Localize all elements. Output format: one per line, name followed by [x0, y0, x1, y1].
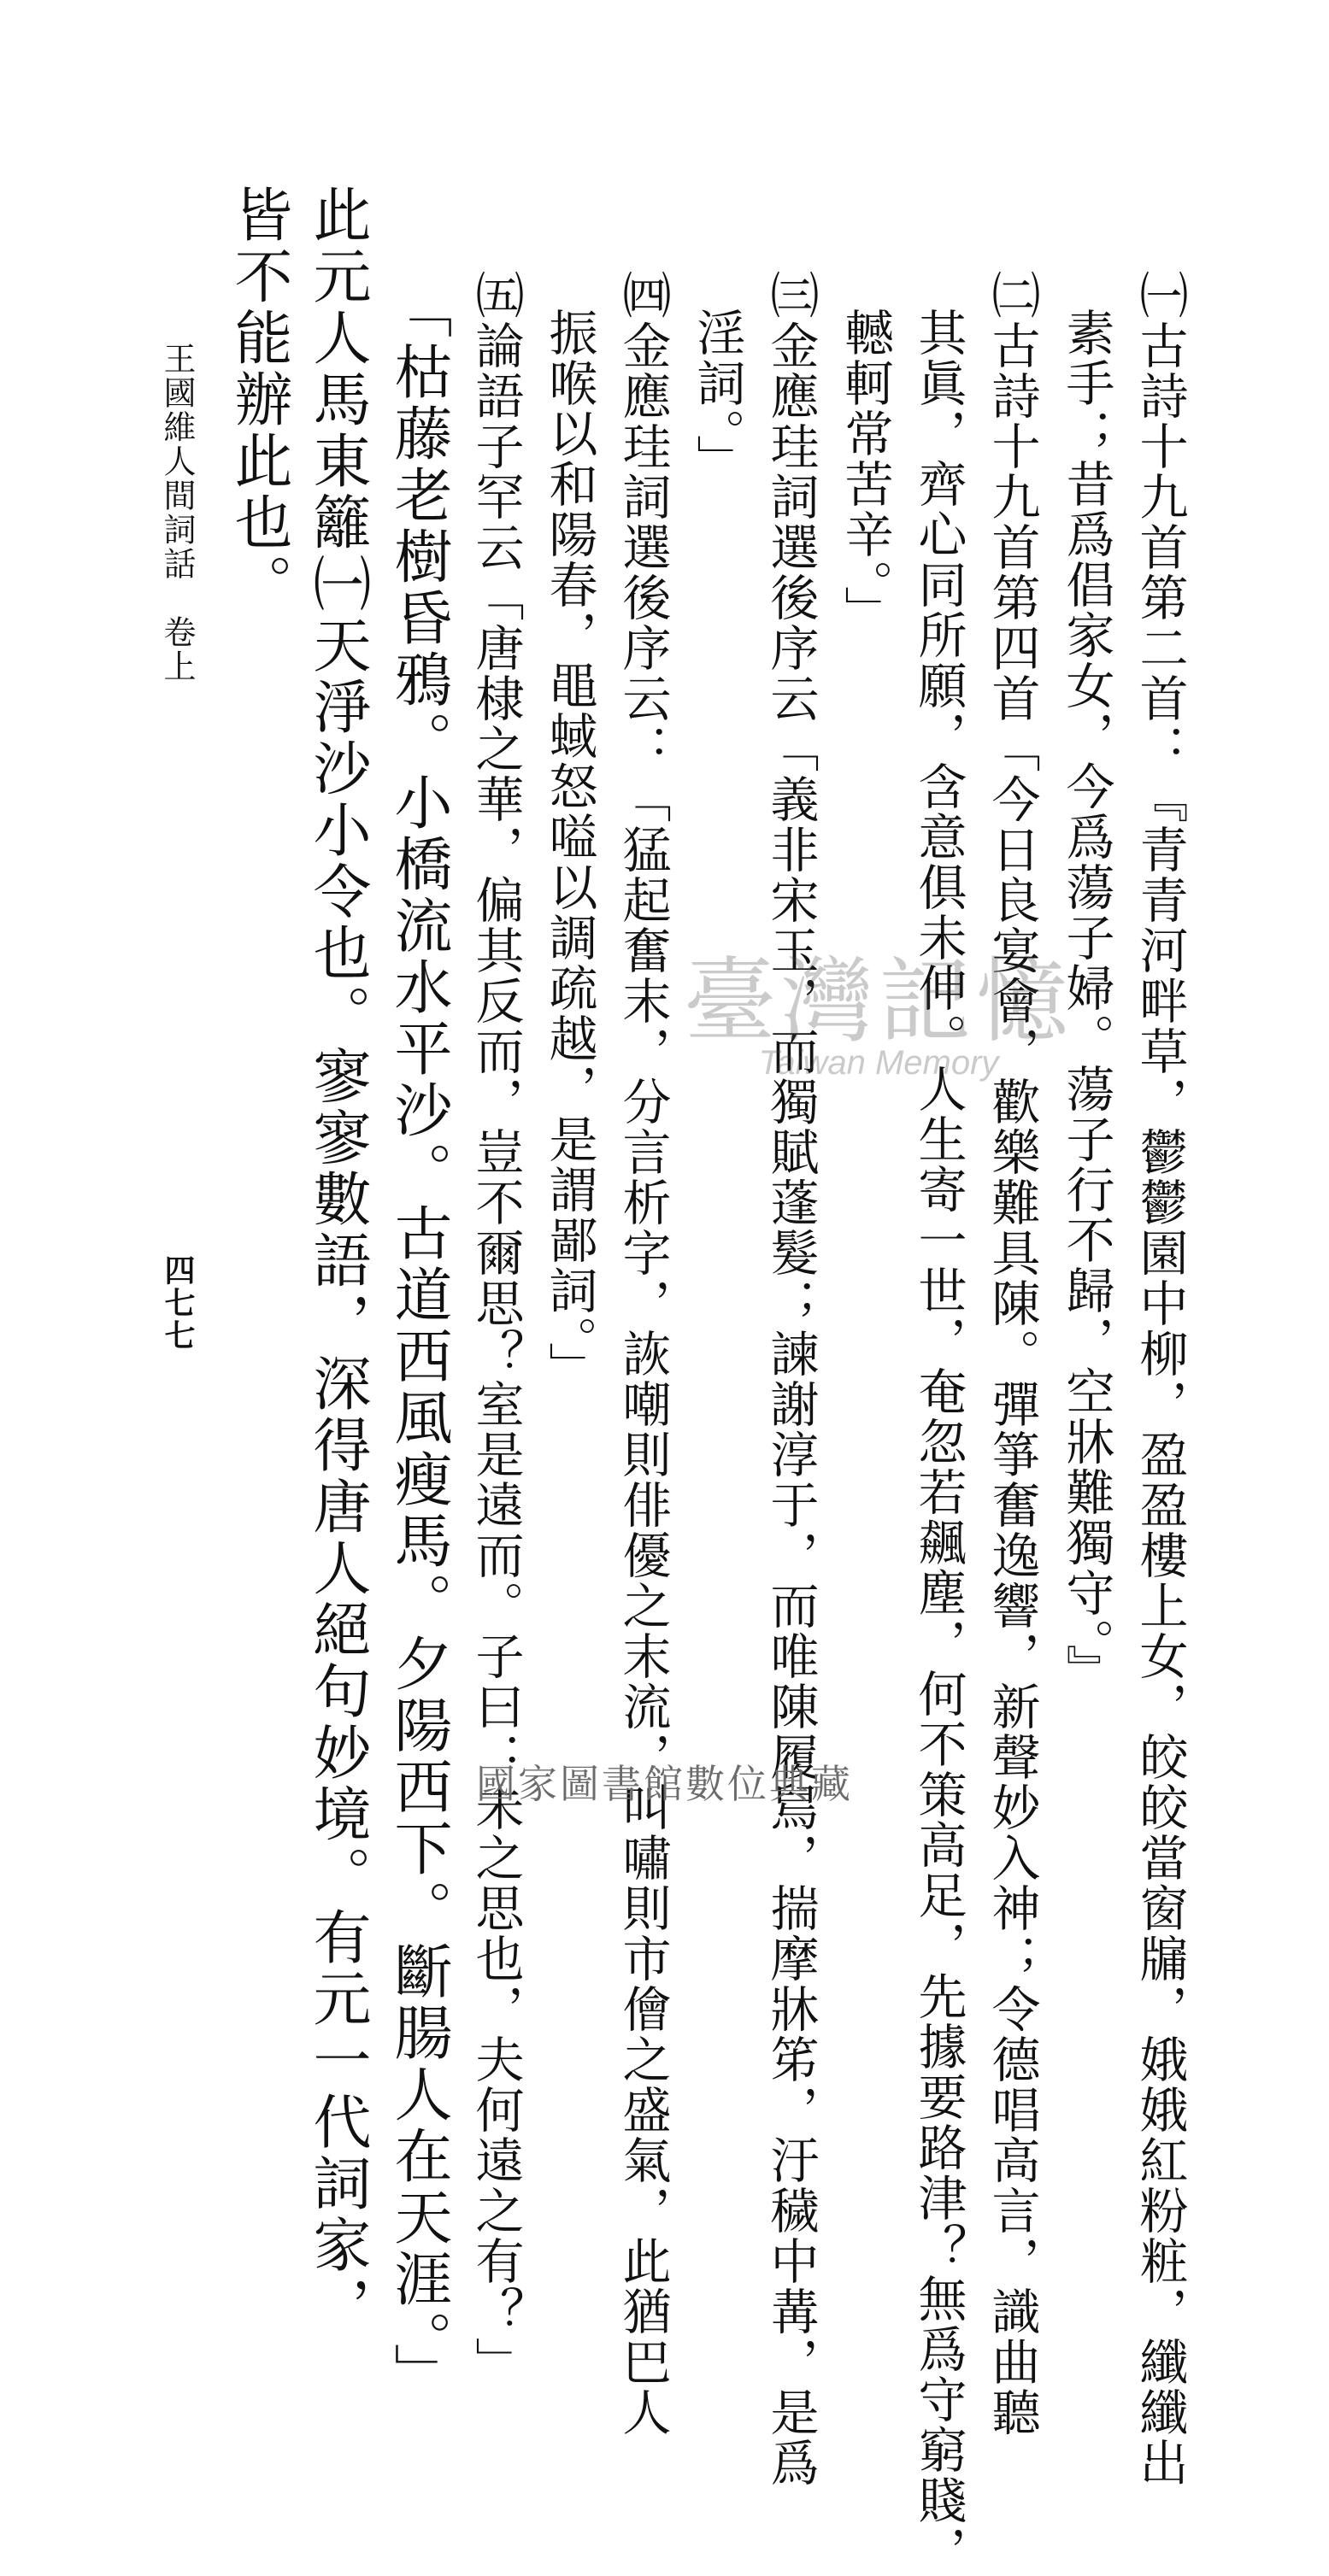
- commentary-column-1: 此元人馬東籬㈠天淨沙小令也。寥寥數語，深得唐人絕句妙境。有元一代詞家，: [303, 185, 371, 2338]
- note-column-4: 其眞，齊心同所願，含意俱未伸。人生寄一世，奄忽若飆塵，何不策高足，先據要路津？無爲守窮賤，: [910, 308, 967, 2576]
- watermark-chinese: 臺灣記憶: [684, 948, 1074, 1055]
- note-column-7: 淫詞。」: [689, 308, 745, 485]
- commentary-column-2: 皆不能辦此也。: [225, 185, 292, 615]
- poem-column: 「枯藤老樹昏鴉。小橋流水平沙。古道西風瘦馬。夕陽西下。斷腸人在天涯。」: [385, 280, 452, 2404]
- note-column-6: ㈢金應珪詞選後序云「義非宋玉，而獨賦蓬髮；諫謝淳于，而唯陳履舃，揣摩牀笫，汙穢中冓，是爲: [762, 270, 819, 2488]
- watermark: [684, 927, 1073, 1083]
- note-column-5: 轗軻常苦辛。」: [837, 308, 893, 637]
- page-number: 四七七: [160, 1254, 196, 1352]
- library-footer: 國家圖書館數位典藏: [476, 1761, 853, 1807]
- note-column-10: ㈤論語子罕云「唐棣之華，偏其反而，豈不爾思？室是遠而。子曰：未之思也，夫何遠之有？」: [468, 270, 524, 2387]
- note-column-2: 素手；昔爲倡家女，今爲蕩子婦。蕩子行不歸，空牀難獨守。』: [1058, 308, 1114, 1695]
- note-column-3: ㈡古詩十九首第四首「今日良宴會，歡樂難具陳。彈箏奮逸響，新聲妙入神；令德唱高言，識曲聽: [984, 270, 1040, 2438]
- book-title: 王國維人間詞話 卷上: [158, 342, 196, 684]
- note-column-1: ㈠古詩十九首第二首：『青青河畔草，鬱鬱園中柳，盈盈樓上女，皎皎當窗牖，娥娥紅粉粧，纖纖出: [1132, 270, 1188, 2488]
- note-column-8: ㈣金應珪詞選後序云：「猛起奮末，分言析字，詼嘲則俳優之末流，叫嘯則市儈之盛氣，此猶巴人: [615, 270, 671, 2438]
- watermark-english: Taiwan Memory: [758, 1044, 999, 1082]
- note-column-9: 振喉以和陽春，黽蜮怒嗌以調疏越，是謂鄙詞。」: [541, 308, 597, 1393]
